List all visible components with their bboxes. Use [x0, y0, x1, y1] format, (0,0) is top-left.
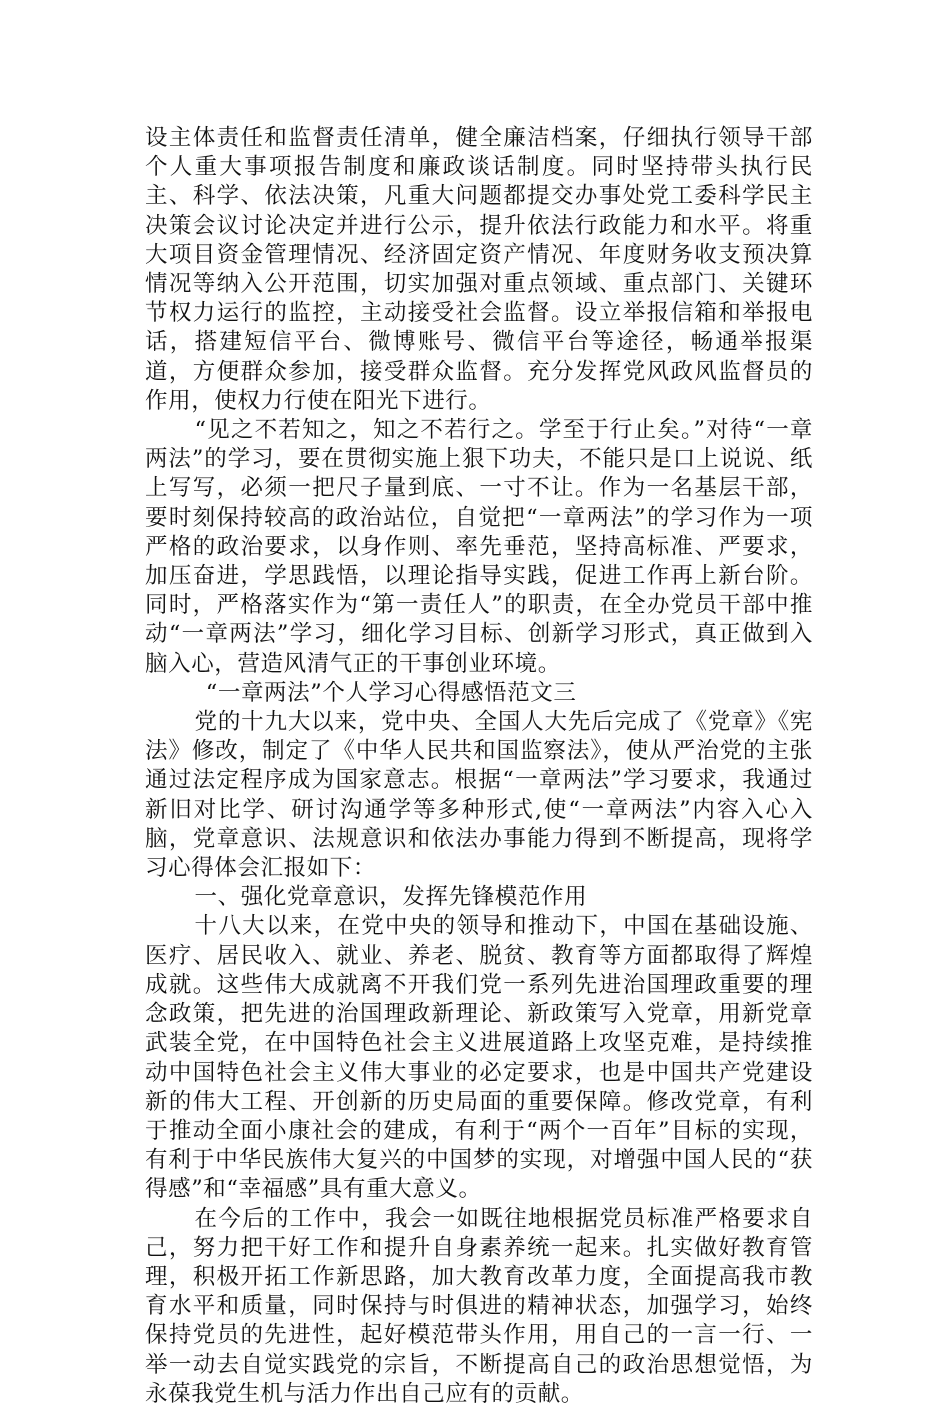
subheading-party-constitution-awareness: 一、强化党章意识，发挥先锋模范作用 [194, 884, 588, 911]
document-body [145, 124, 813, 1409]
paragraph-intro-nineteenth-congress: 党的十九大以来，党中央、全国人大先后完成了《党章》《宪法》修改，制定了《中华人民共和国监察法》，使从严治党的主张通过法定程序成为国家意志。根据“一章两法”学习要求，我通过新旧对比学、研讨沟通学等多种形式,使“一章两法”内容入心入脑，党章意识、法规意识和依法办事能力得到不断提高，现将学习心得体会汇报如下： [145, 709, 813, 882]
paragraph-quote-practice: “见之不若知之，知之不若行之。学至于行止矣。”对待“一章两法”的学习，要在贯彻实施上狠下功夫，不能只是口上说说、纸上写写，必须一把尺子量到底、一寸不让。作为一名基层干部，要时刻保持较高的政治站位，自觉把“一章两法”的学习作为一项严格的政治要求，以身作则、率先垂范，坚持高标准、严要求，加压奋进，学思践悟，以理论指导实践，促进工作再上新台阶。同时，严格落实作为“第一责任人”的职责，在全办党员干部中推动“一章两法”学习，细化学习目标、创新学习形式，真正做到入脑入心，营造风清气正的干事创业环境。 [145, 417, 813, 677]
section-title-essay-three: “一章两法”个人学习心得感悟范文三 [205, 679, 577, 706]
paragraph-continued-supervision: 设主体责任和监督责任清单，健全廉洁档案，仔细执行领导干部个人重大事项报告制度和廉政谈话制度。同时坚持带头执行民主、科学、依法决策，凡重大问题都提交办事处党工委科学民主决策会议讨论决定并进行公示，提升依法行政能力和水平。将重大项目资金管理情况、经济固定资产情况、年度财务收支预决算情况等纳入公开范围，切实加强对重点领域、重点部门、关键环节权力运行的监控，主动接受社会监督。设立举报信箱和举报电话，搭建短信平台、微博账号、微信平台等途径，畅通举报渠道，方便群众参加，接受群众监督。充分发挥党风政风监督员的作用，使权力行使在阳光下进行。 [145, 125, 813, 414]
paragraph-eighteenth-congress-achievements: 十八大以来，在党中央的领导和推动下，中国在基础设施、医疗、居民收入、就业、养老、脱贫、教育等方面都取得了辉煌成就。这些伟大成就离不开我们党一系列先进治国理政重要的理念政策，把先进的治国理政新理论、新政策写入党章，用新党章武装全党，在中国特色社会主义进展道路上攻坚克难，是持续推动中国特色社会主义伟大事业的必定要求，也是中国共产党建设新的伟大工程、开创新的历史局面的重要保障。修改党章，有利于推动全面小康社会的建成，有利于“两个一百年”目标的实现，有利于中华民族伟大复兴的中国梦的实现，对增强中国人民的“获得感”和“幸福感”具有重大意义。 [145, 913, 813, 1203]
paragraph-future-work: 在今后的工作中，我会一如既往地根据党员标准严格要求自己，努力把干好工作和提升自身素养统一起来。扎实做好教育管理，积极开拓工作新思路，加大教育改革力度，全面提高我市教育水平和质量，同时保持与时俱进的精神状态，加强学习，始终保持党员的先进性，起好模范带头作用，用自己的一言一行、一举一动去自觉实践党的宗旨，不断提高自己的政治思想觉悟，为永葆我党生机与活力作出自己应有的贡献。 [145, 1205, 813, 1407]
